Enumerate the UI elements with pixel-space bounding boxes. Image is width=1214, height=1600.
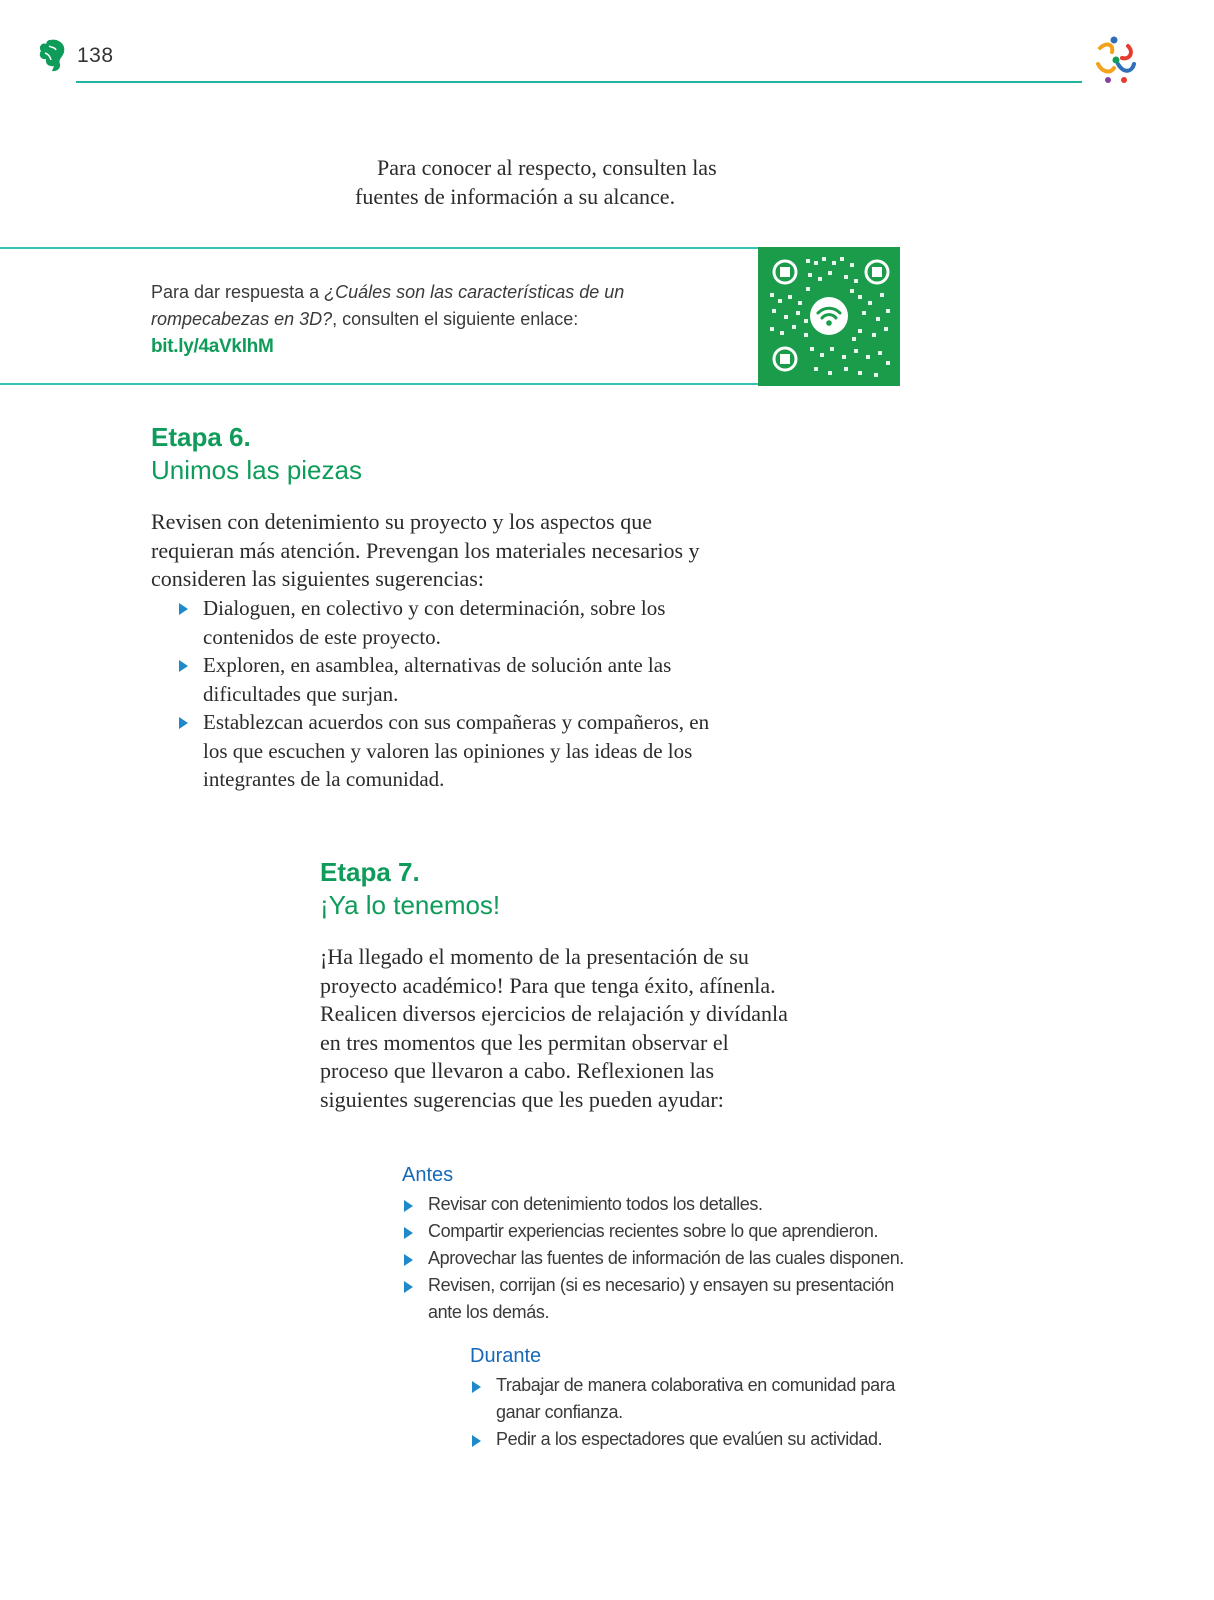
list-item-text: Revisar con detenimiento todos los detalles. <box>428 1194 763 1214</box>
antes-list <box>402 1191 922 1326</box>
bullet-triangle-icon <box>404 1281 413 1293</box>
durante-heading: Durante <box>470 1345 542 1367</box>
bullet-triangle-icon <box>404 1254 413 1266</box>
bullet-triangle-icon <box>179 603 188 615</box>
intro-line-1: Para conocer al respecto, consulten las <box>377 155 717 180</box>
list-item-text: Exploren, en asamblea, alternativas de solución ante las dificultades que surjan. <box>203 653 672 706</box>
link-box-text <box>151 279 741 360</box>
header-rule <box>76 81 1082 83</box>
list-item <box>402 1272 922 1326</box>
stage6-heading <box>151 421 362 487</box>
stage7-number: Etapa 7. <box>320 857 420 887</box>
bullet-triangle-icon <box>404 1200 413 1212</box>
stage6-paragraph: Revisen con detenimiento su proyecto y los aspectos que requieran más atención. Prevengan los materiales necesarios y consideren las siguientes sugerencias: <box>151 509 700 591</box>
bullet-triangle-icon <box>179 660 188 672</box>
list-item <box>177 594 737 651</box>
link-box-question: ¿Cuáles son las características de un rompecabezas en 3D? <box>151 282 625 329</box>
stage7-heading <box>320 856 500 922</box>
stage7-paragraph: ¡Ha llegado el momento de la presentación de su proyecto académico! Para que tenga éxito, afínenla. Realicen diversos ejercicios de relajación y divídanla en tres momentos que les permitan observar el proceso que llevaron a cabo. Reflexionen las siguientes sugerencias que les pueden ayudar: <box>320 944 788 1112</box>
list-item-text: Compartir experiencias recientes sobre lo que aprendieron. <box>428 1221 879 1241</box>
colorful-dancer-logo-icon <box>1088 34 1140 86</box>
list-item <box>177 651 737 708</box>
intro-text <box>355 154 775 211</box>
durante-list <box>470 1372 910 1453</box>
list-item <box>470 1372 910 1426</box>
qr-code-icon[interactable] <box>758 247 900 386</box>
link-box-text-after: , consulten el siguiente enlace: <box>332 309 579 329</box>
stage6-list <box>177 594 737 794</box>
intro-line-2: fuentes de información a su alcance. <box>355 183 676 209</box>
link-box-text-before: Para dar respuesta a <box>151 282 325 302</box>
stage6-title: Unimos las piezas <box>151 455 362 485</box>
list-item <box>177 708 737 794</box>
list-item <box>402 1245 922 1272</box>
list-item-text: Dialoguen, en colectivo y con determinación, sobre los contenidos de este proyecto. <box>203 596 666 649</box>
stage6-number: Etapa 6. <box>151 422 251 452</box>
list-item-text: Revisen, corrijan (si es necesario) y ensayen su presentación ante los demás. <box>428 1275 894 1322</box>
antes-heading: Antes <box>402 1164 454 1186</box>
list-item-text: Aprovechar las fuentes de información de las cuales disponen. <box>428 1248 904 1268</box>
list-item <box>402 1191 922 1218</box>
leaf-figure-logo-icon <box>36 38 68 74</box>
stage7-title: ¡Ya lo tenemos! <box>320 890 501 920</box>
bullet-triangle-icon <box>472 1381 481 1393</box>
bullet-triangle-icon <box>404 1227 413 1239</box>
page-number: 138 <box>77 44 114 67</box>
list-item-text: Establezcan acuerdos con sus compañeras y compañeros, en los que escuchen y valoren las opiniones y las ideas de los integrantes de la comunidad. <box>203 710 710 791</box>
list-item-text: Pedir a los espectadores que evalúen su actividad. <box>496 1429 883 1449</box>
list-item-text: Trabajar de manera colaborativa en comunidad para ganar confianza. <box>496 1375 895 1422</box>
list-item <box>470 1426 910 1453</box>
bullet-triangle-icon <box>179 717 188 729</box>
bullet-triangle-icon <box>472 1435 481 1447</box>
link-url[interactable]: bit.ly/4aVklhM <box>151 336 274 357</box>
list-item <box>402 1218 922 1245</box>
